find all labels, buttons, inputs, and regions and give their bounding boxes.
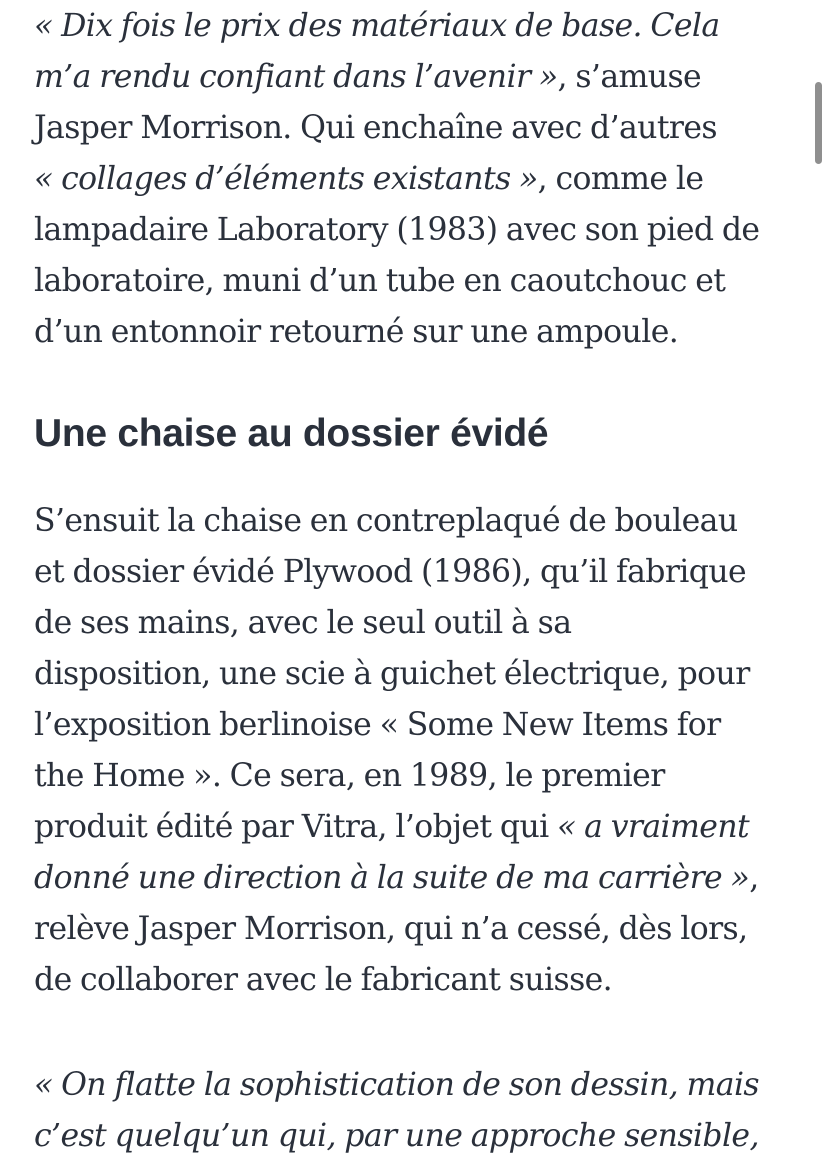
- paragraph-intro: [34, 1, 759, 358]
- body-text: l’exposition berlinoise « Some New Items for: [34, 707, 721, 743]
- body-text: Jasper Morrison. Qui enchaîne avec d’autres: [34, 110, 717, 146]
- body-text: laboratoire, muni d’un tube en caoutchouc et: [34, 263, 726, 299]
- text-line: [34, 598, 759, 649]
- italic-quote-text: « Dix fois le prix des matériaux de base. Cela: [34, 8, 720, 44]
- text-line: [34, 904, 759, 955]
- text-line: [34, 1111, 759, 1162]
- italic-quote-text: « On flatte la sophistication de son dessin, mais: [34, 1067, 759, 1103]
- text-line: [34, 154, 759, 205]
- italic-quote-text: « collages d’éléments existants »: [34, 161, 538, 197]
- body-text: de ses mains, avec le seul outil à sa: [34, 605, 572, 641]
- text-line: [34, 649, 759, 700]
- text-line: [34, 700, 759, 751]
- body-text: produit édité par Vitra, l’objet qui: [34, 809, 558, 845]
- italic-quote-text: c’est quelqu’un qui, par une approche sensible,: [34, 1118, 759, 1154]
- paragraph-quote: [34, 1060, 759, 1162]
- italic-quote-text: « a vraiment: [557, 809, 750, 845]
- body-text: d’un entonnoir retourné sur une ampoule.: [34, 314, 679, 350]
- body-text: , s’amuse: [557, 59, 702, 95]
- text-line: [34, 103, 759, 154]
- text-line: [34, 307, 759, 358]
- text-line: [34, 256, 759, 307]
- body-text: ,: [749, 860, 759, 896]
- text-line: [34, 547, 759, 598]
- text-line: [34, 205, 759, 256]
- body-text: de collaborer avec le fabricant suisse.: [34, 962, 613, 998]
- scrollbar-thumb[interactable]: [815, 82, 822, 164]
- text-line: [34, 496, 759, 547]
- text-line: [34, 853, 759, 904]
- text-line: [34, 802, 759, 853]
- text-line: [34, 955, 759, 1006]
- body-text: , comme le: [537, 161, 704, 197]
- body-text: relève Jasper Morrison, qui n’a cessé, dès lors,: [34, 911, 748, 947]
- italic-quote-text: m’a rendu confiant dans l’avenir »: [34, 59, 558, 95]
- text-line: [34, 1, 759, 52]
- body-text: the Home ». Ce sera, en 1989, le premier: [34, 758, 665, 794]
- body-text: disposition, une scie à guichet électrique, pour: [34, 656, 750, 692]
- text-line: [34, 1060, 759, 1111]
- italic-quote-text: donné une direction à la suite de ma carrière »: [34, 860, 750, 896]
- body-text: S’ensuit la chaise en contreplaqué de bouleau: [34, 503, 738, 539]
- body-text: et dossier évidé Plywood (1986), qu’il fabrique: [34, 554, 747, 590]
- section-heading: Une chaise au dossier évidé: [34, 412, 549, 455]
- paragraph-plywood-chair: [34, 496, 759, 1006]
- text-line: [34, 52, 759, 103]
- text-line: [34, 751, 759, 802]
- body-text: lampadaire Laboratory (1983) avec son pied de: [34, 212, 760, 248]
